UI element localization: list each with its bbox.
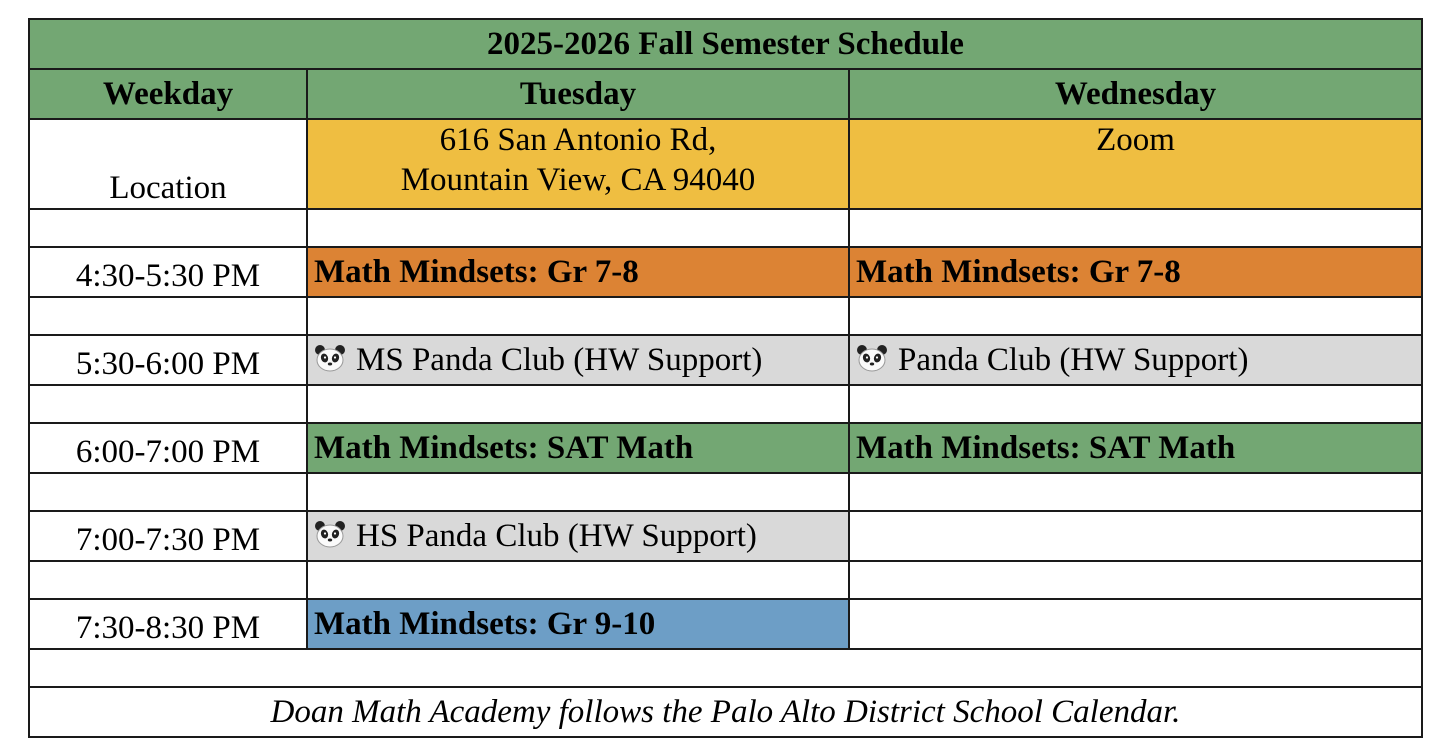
tuesday-club bbox=[307, 335, 849, 385]
wednesday-class: Math Mindsets: Gr 7-8 bbox=[849, 247, 1422, 297]
wednesday-empty bbox=[849, 511, 1422, 561]
slot-row bbox=[29, 511, 1422, 561]
tuesday-class: Math Mindsets: Gr 7-8 bbox=[307, 247, 849, 297]
spacer-row bbox=[29, 561, 1422, 599]
tuesday-location bbox=[307, 119, 849, 209]
tuesday-club bbox=[307, 511, 849, 561]
spacer-row bbox=[29, 297, 1422, 335]
slot-time: 5:30-6:00 PM bbox=[29, 335, 307, 385]
panda-icon bbox=[314, 344, 346, 372]
slot-row bbox=[29, 423, 1422, 473]
tuesday-location-line2: Mountain View, CA 94040 bbox=[400, 162, 756, 198]
weekday-header: Weekday bbox=[29, 69, 307, 119]
slot-time: 7:00-7:30 PM bbox=[29, 511, 307, 561]
slot-row bbox=[29, 599, 1422, 649]
wednesday-empty bbox=[849, 599, 1422, 649]
spacer-row bbox=[29, 649, 1422, 687]
slot-row bbox=[29, 247, 1422, 297]
slot-time: 6:00-7:00 PM bbox=[29, 423, 307, 473]
tuesday-class: Math Mindsets: Gr 9-10 bbox=[307, 599, 849, 649]
tuesday-class: Math Mindsets: SAT Math bbox=[307, 423, 849, 473]
wednesday-club-label: Panda Club (HW Support) bbox=[898, 342, 1249, 378]
slot-time: 4:30-5:30 PM bbox=[29, 247, 307, 297]
schedule-table bbox=[28, 18, 1423, 738]
panda-icon bbox=[856, 344, 888, 372]
spacer-row bbox=[29, 473, 1422, 511]
schedule-title: 2025-2026 Fall Semester Schedule bbox=[29, 19, 1422, 69]
wednesday-location: Zoom bbox=[849, 119, 1422, 209]
spacer-row bbox=[29, 209, 1422, 247]
wednesday-class: Math Mindsets: SAT Math bbox=[849, 423, 1422, 473]
slot-time: 7:30-8:30 PM bbox=[29, 599, 307, 649]
panda-icon bbox=[314, 520, 346, 548]
wednesday-header: Wednesday bbox=[849, 69, 1422, 119]
tuesday-club-label: MS Panda Club (HW Support) bbox=[356, 342, 763, 378]
footer-note: Doan Math Academy follows the Palo Alto District School Calendar. bbox=[29, 687, 1422, 737]
spacer-row bbox=[29, 385, 1422, 423]
location-label: Location bbox=[29, 119, 307, 209]
slot-row bbox=[29, 335, 1422, 385]
wednesday-club bbox=[849, 335, 1422, 385]
tuesday-location-line1: 616 San Antonio Rd, bbox=[439, 122, 717, 158]
tuesday-club-label: HS Panda Club (HW Support) bbox=[356, 518, 757, 554]
tuesday-header: Tuesday bbox=[307, 69, 849, 119]
